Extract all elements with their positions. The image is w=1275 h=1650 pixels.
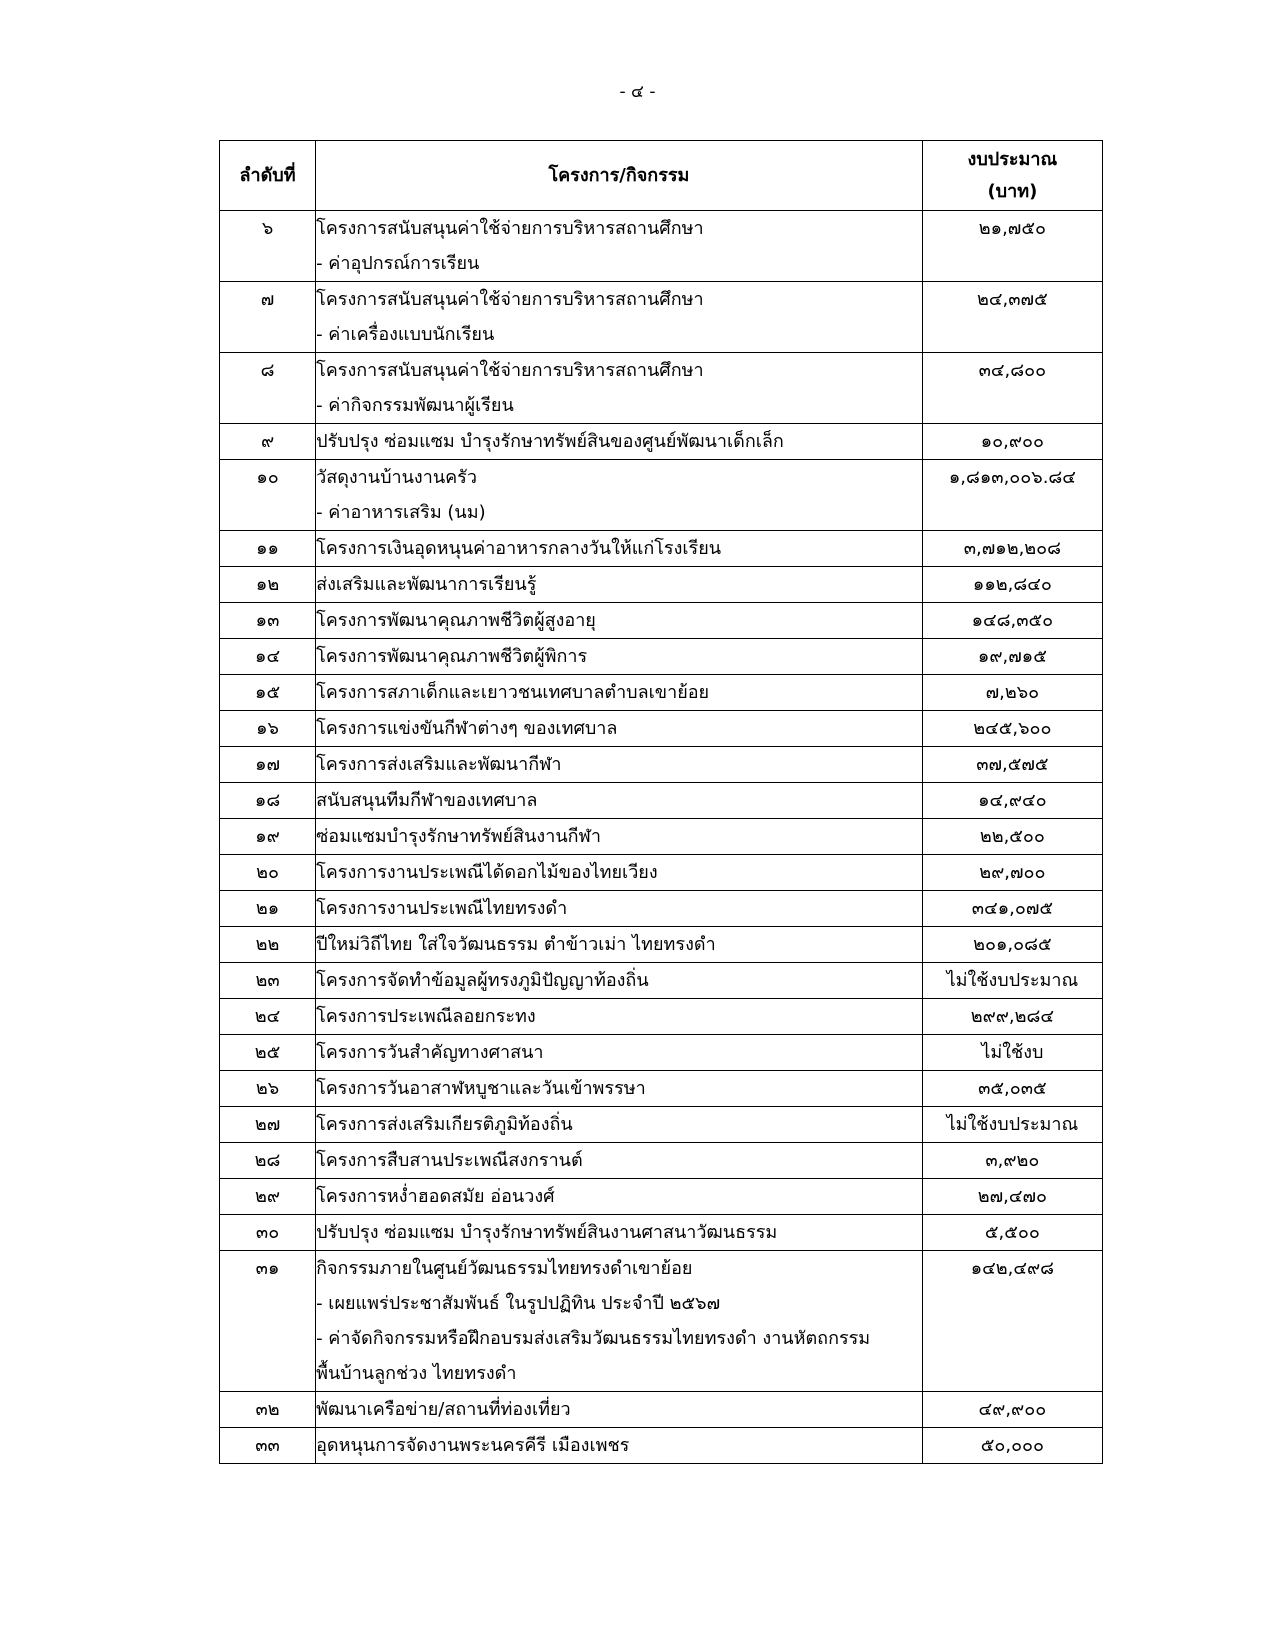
row-number [220, 424, 316, 460]
row-number [220, 1035, 316, 1071]
budget-amount [922, 927, 1102, 963]
project-title: โครงการสนับสนุนค่าใช้จ่ายการบริหารสถานศึกษา [316, 289, 704, 310]
project-name [316, 1179, 923, 1215]
project-title: โครงการประเพณีลอยกระทง [316, 1006, 536, 1027]
row-number-text: ๓๒ [255, 1399, 280, 1420]
project-detail-line: - ค่าอาหารเสริม (นม) [316, 502, 486, 523]
row-number-text: ๑๘ [254, 790, 281, 811]
project-title: โครงการสนับสนุนค่าใช้จ่ายการบริหารสถานศึกษา [316, 218, 704, 239]
row-number-text: ๑๕ [255, 682, 281, 703]
row-number-text: ๓๓ [255, 1435, 280, 1456]
project-name [316, 891, 923, 927]
row-number [220, 855, 316, 891]
budget-amount [922, 783, 1102, 819]
budget-amount-text: ๑๔๘,๓๕๐ [971, 610, 1054, 631]
row-number [220, 963, 316, 999]
row-number-text: ๑๒ [255, 574, 280, 595]
budget-amount [922, 819, 1102, 855]
row-number-text: ๑๐ [256, 467, 279, 488]
row-number [220, 747, 316, 783]
budget-amount [922, 282, 1102, 353]
row-number [220, 282, 316, 353]
budget-amount [922, 711, 1102, 747]
row-number [220, 711, 316, 747]
budget-amount-text: ๒๔๕,๖๐๐ [973, 718, 1052, 739]
table-row [220, 531, 1103, 567]
budget-amount [922, 211, 1102, 282]
row-number [220, 1179, 316, 1215]
table-row [220, 603, 1103, 639]
project-title: โครงการวันอาสาฬหบูชาและวันเข้าพรรษา [316, 1078, 646, 1099]
budget-amount [922, 1107, 1102, 1143]
project-name [316, 531, 923, 567]
table-row [220, 567, 1103, 603]
row-number-text: ๒๙ [255, 1186, 281, 1207]
project-name [316, 460, 923, 531]
project-title: อุดหนุนการจัดงานพระนครคีรี เมืองเพชร [316, 1435, 630, 1456]
budget-amount [922, 353, 1102, 424]
row-number [220, 927, 316, 963]
row-number-text: ๒๔ [254, 1006, 281, 1027]
row-number-text: ๒๐ [256, 862, 279, 883]
budget-amount-text: ๓๗,๕๗๕ [976, 754, 1049, 775]
row-number-text: ๒๒ [255, 934, 280, 955]
table-row [220, 675, 1103, 711]
project-title: ปีใหม่วิถีไทย ใส่ใจวัฒนธรรม ตำข้าวเม่า ไทยทรงดำ [316, 934, 716, 955]
project-name [316, 1071, 923, 1107]
table-row [220, 819, 1103, 855]
budget-amount-text: ๑๙,๗๑๕ [977, 646, 1047, 667]
project-title: โครงการสืบสานประเพณีสงกรานต์ [316, 1150, 583, 1171]
row-number [220, 639, 316, 675]
row-number-text: ๑๓ [255, 610, 280, 631]
row-number-text: ๑๔ [255, 646, 281, 667]
table-body [220, 211, 1103, 1464]
budget-amount [922, 460, 1102, 531]
budget-amount [922, 747, 1102, 783]
table-row [220, 1428, 1103, 1464]
row-number [220, 819, 316, 855]
budget-amount-text: ๒๗,๔๗๐ [977, 1186, 1048, 1207]
project-name [316, 603, 923, 639]
row-number [220, 675, 316, 711]
project-name [316, 747, 923, 783]
project-name [316, 211, 923, 282]
row-number-text: ๘ [260, 360, 275, 381]
budget-amount-text: ไม่ใช้งบ [981, 1042, 1044, 1063]
table-row [220, 1143, 1103, 1179]
table-row [220, 927, 1103, 963]
project-name [316, 1035, 923, 1071]
row-number-text: ๖ [261, 218, 274, 239]
project-title: ส่งเสริมและพัฒนาการเรียนรู้ [316, 574, 537, 595]
project-name [316, 1107, 923, 1143]
project-title: โครงการงานประเพณีไทยทรงดำ [316, 898, 568, 919]
table-row [220, 855, 1103, 891]
budget-amount [922, 1392, 1102, 1428]
header-budget [922, 141, 1102, 211]
project-title: วัสดุงานบ้านงานครัว [316, 467, 477, 488]
row-number [220, 603, 316, 639]
project-name [316, 282, 923, 353]
table-row [220, 1179, 1103, 1215]
table-header-row [220, 141, 1103, 211]
project-title: โครงการงานประเพณีได้ดอกไม้ของไทยเวียง [316, 862, 658, 883]
table-row [220, 1392, 1103, 1428]
row-number-text: ๒๖ [255, 1078, 280, 1099]
budget-amount-text: ไม่ใช้งบประมาณ [946, 1114, 1079, 1135]
row-number-text: ๓๑ [255, 1258, 280, 1279]
header-budget-label: งบประมาณ [967, 148, 1058, 170]
row-number-text: ๒๘ [254, 1150, 281, 1171]
project-name [316, 1428, 923, 1464]
budget-amount [922, 891, 1102, 927]
budget-amount [922, 999, 1102, 1035]
project-title: โครงการเงินอุดหนุนค่าอาหารกลางวันให้แก่โรงเรียน [316, 538, 722, 559]
budget-amount-text: ๑๔,๙๔๐ [978, 790, 1047, 811]
row-number [220, 353, 316, 424]
project-title: โครงการพัฒนาคุณภาพชีวิตผู้พิการ [316, 646, 588, 667]
table-row [220, 1251, 1103, 1392]
budget-amount-text: ๒๑,๗๕๐ [978, 218, 1046, 239]
budget-amount [922, 855, 1102, 891]
project-title: โครงการพัฒนาคุณภาพชีวิตผู้สูงอายุ [316, 610, 596, 631]
budget-amount-text: ๑๑๒,๘๔๐ [972, 574, 1052, 595]
table-row [220, 282, 1103, 353]
row-number-text: ๓๐ [255, 1222, 280, 1243]
project-title: พัฒนาเครือข่าย/สถานที่ท่องเที่ยว [316, 1399, 571, 1420]
project-detail-line: - ค่าจัดกิจกรรมหรือฝึกอบรมส่งเสริมวัฒนธรรมไทยทรงดำ งานหัตถกรรม [316, 1328, 871, 1349]
header-order-number: ลำดับที่ [220, 141, 316, 211]
row-number-text: ๑๙ [255, 826, 280, 847]
project-detail-line: - ค่ากิจกรรมพัฒนาผู้เรียน [316, 395, 514, 416]
project-name [316, 1251, 923, 1392]
row-number [220, 999, 316, 1035]
budget-amount [922, 1071, 1102, 1107]
budget-amount [922, 1215, 1102, 1251]
header-budget-unit: (บาท) [987, 180, 1038, 202]
project-title: โครงการหง่ำฮอดสมัย อ่อนวงศ์ [316, 1186, 555, 1207]
project-detail-line: - เผยแพร่ประชาสัมพันธ์ ในรูปปฏิทิน ประจำปี ๒๕๖๗ [316, 1293, 721, 1314]
row-number [220, 783, 316, 819]
budget-amount [922, 1179, 1102, 1215]
project-detail-line: - ค่าเครื่องแบบนักเรียน [316, 324, 495, 345]
project-title: ปรับปรุง ซ่อมแซม บำรุงรักษาทรัพย์สินของศูนย์พัฒนาเด็กเล็ก [316, 431, 784, 452]
budget-amount [922, 603, 1102, 639]
table-row [220, 1107, 1103, 1143]
project-title: สนับสนุนทีมกีฬาของเทศบาล [316, 790, 538, 811]
row-number-text: ๒๕ [254, 1042, 281, 1063]
budget-amount-text: ๓๔๑,๐๗๕ [971, 898, 1053, 919]
project-title: กิจกรรมภายในศูนย์วัฒนธรรมไทยทรงดำเขาย้อย [316, 1258, 693, 1279]
row-number-text: ๑๗ [255, 754, 281, 775]
table-row [220, 891, 1103, 927]
row-number [220, 211, 316, 282]
table-row [220, 783, 1103, 819]
budget-amount-text: ๓๔,๘๐๐ [978, 360, 1047, 381]
budget-amount [922, 424, 1102, 460]
table-row [220, 1035, 1103, 1071]
budget-amount-text: ๒๙,๗๐๐ [979, 862, 1046, 883]
table-row [220, 460, 1103, 531]
project-name [316, 567, 923, 603]
project-name [316, 999, 923, 1035]
budget-amount [922, 567, 1102, 603]
project-title: โครงการวันสำคัญทางศาสนา [316, 1042, 544, 1063]
row-number [220, 1215, 316, 1251]
row-number [220, 1071, 316, 1107]
project-name [316, 963, 923, 999]
row-number [220, 1143, 316, 1179]
row-number-text: ๙ [260, 431, 275, 452]
row-number-text: ๑๖ [256, 718, 279, 739]
budget-amount-text: ๔๙,๙๐๐ [978, 1399, 1047, 1420]
row-number [220, 567, 316, 603]
row-number [220, 1428, 316, 1464]
project-title: โครงการส่งเสริมและพัฒนากีฬา [316, 754, 562, 775]
project-title: โครงการสภาเด็กและเยาวชนเทศบาลตำบลเขาย้อย [316, 682, 710, 703]
row-number [220, 531, 316, 567]
budget-amount-text: ๑๔๒,๔๙๘ [970, 1258, 1055, 1279]
budget-amount-text: ๒๔,๓๗๕ [977, 289, 1048, 310]
page-number: - ๔ - [619, 82, 656, 102]
budget-amount-text: ไม่ใช้งบประมาณ [946, 970, 1079, 991]
budget-amount-text: ๒๐๑,๐๘๕ [973, 934, 1052, 955]
table-row [220, 747, 1103, 783]
project-name [316, 424, 923, 460]
row-number-text: ๒๗ [254, 1114, 281, 1135]
project-title: ปรับปรุง ซ่อมแซม บำรุงรักษาทรัพย์สินงานศาสนาวัฒนธรรม [316, 1222, 778, 1243]
table-row [220, 963, 1103, 999]
budget-amount-text: ๒๒,๕๐๐ [979, 826, 1045, 847]
row-number-text: ๑๑ [256, 538, 279, 559]
table-row [220, 1071, 1103, 1107]
row-number-text: ๒๑ [255, 898, 280, 919]
budget-amount [922, 675, 1102, 711]
project-name [316, 1392, 923, 1428]
project-title: โครงการแข่งขันกีฬาต่างๆ ของเทศบาล [316, 718, 618, 739]
budget-amount [922, 531, 1102, 567]
budget-amount-text: ๑๐,๙๐๐ [980, 431, 1045, 452]
row-number-text: ๒๓ [255, 970, 280, 991]
budget-amount-text: ๓,๗๑๒,๒๐๘ [963, 538, 1062, 559]
table-row [220, 424, 1103, 460]
table-row [220, 1215, 1103, 1251]
project-name [316, 1143, 923, 1179]
budget-amount-text: ๓๕,๐๓๕ [978, 1078, 1047, 1099]
table-row [220, 353, 1103, 424]
project-name [316, 927, 923, 963]
budget-amount-text: ๓,๙๒๐ [985, 1150, 1040, 1171]
project-title: ซ่อมแซมบำรุงรักษาทรัพย์สินงานกีฬา [316, 826, 601, 847]
project-title: โครงการจัดทำข้อมูลผู้ทรงภูมิปัญญาท้องถิ่น [316, 970, 649, 991]
project-name [316, 1215, 923, 1251]
budget-amount-text: ๗,๒๖๐ [985, 682, 1040, 703]
row-number [220, 1107, 316, 1143]
row-number [220, 1392, 316, 1428]
budget-amount [922, 639, 1102, 675]
row-number [220, 460, 316, 531]
project-name [316, 711, 923, 747]
project-name [316, 675, 923, 711]
project-name [316, 783, 923, 819]
budget-amount [922, 963, 1102, 999]
table-row [220, 999, 1103, 1035]
project-name [316, 855, 923, 891]
budget-amount-text: ๒๙๙,๒๘๔ [970, 1006, 1055, 1027]
row-number [220, 891, 316, 927]
row-number-text: ๗ [260, 289, 275, 310]
project-title: โครงการสนับสนุนค่าใช้จ่ายการบริหารสถานศึกษา [316, 360, 704, 381]
budget-amount [922, 1251, 1102, 1392]
budget-amount-text: ๑,๘๑๓,๐๐๖.๘๔ [948, 467, 1076, 488]
budget-amount [922, 1428, 1102, 1464]
budget-amount [922, 1143, 1102, 1179]
header-project-activity: โครงการ/กิจกรรม [316, 141, 923, 211]
budget-amount [922, 1035, 1102, 1071]
project-name [316, 819, 923, 855]
budget-amount-text: ๕,๕๐๐ [984, 1222, 1040, 1243]
project-detail-line: พื้นบ้านลูกช่วง ไทยทรงดำ [316, 1363, 517, 1384]
project-title: โครงการส่งเสริมเกียรติภูมิท้องถิ่น [316, 1114, 573, 1135]
row-number [220, 1251, 316, 1392]
table-row [220, 639, 1103, 675]
budget-table [219, 140, 1103, 1464]
project-name [316, 639, 923, 675]
budget-amount-text: ๕๐,๐๐๐ [980, 1435, 1045, 1456]
table-row [220, 711, 1103, 747]
table-row [220, 211, 1103, 282]
project-name [316, 353, 923, 424]
project-detail-line: - ค่าอุปกรณ์การเรียน [316, 253, 480, 274]
